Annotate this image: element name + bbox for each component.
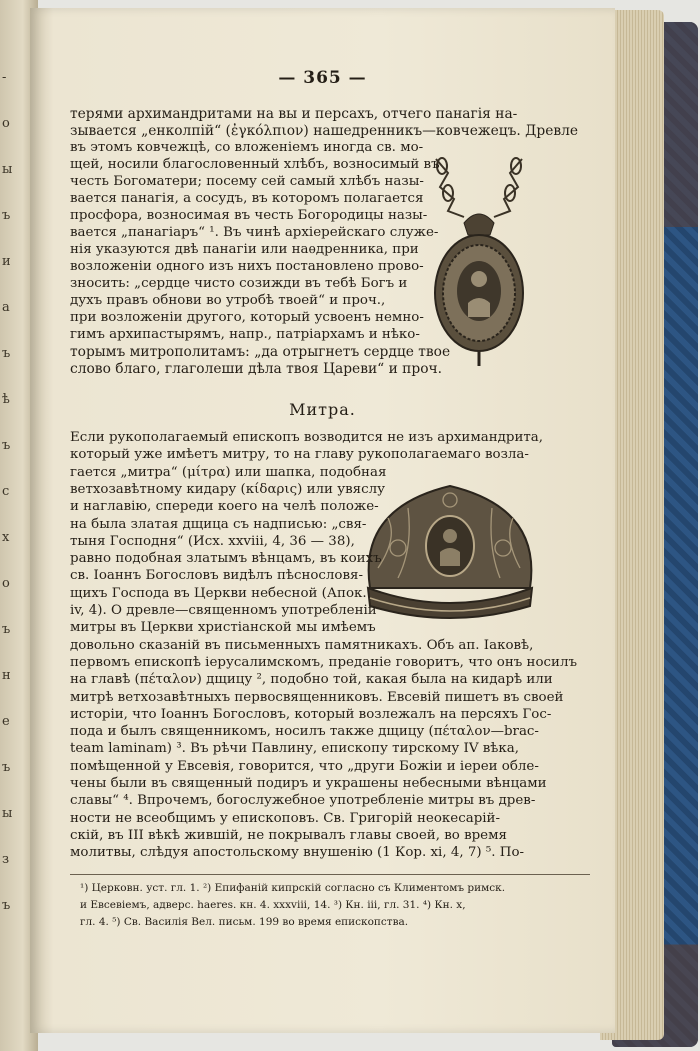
left-page-fragment: и (2, 254, 10, 269)
left-page-fragment: н (2, 668, 10, 683)
panagia-illustration (418, 153, 538, 368)
text-line: тыня Господня“ (Исх. xxviii, 4, 36 — 38), (70, 533, 355, 549)
left-page-fragment: ы (2, 806, 12, 821)
left-page-fragment: ъ (2, 760, 10, 775)
text-line: при возложеніи другого, который усвоенъ немно- (70, 310, 424, 325)
section-heading: Митра. (289, 400, 356, 419)
text-line: славы“ ⁴. Впрочемъ, богослужебное употребленіе митры въ древ- (70, 793, 536, 809)
text-line: чены были въ священный подиръ и украшены небесными вѣнцами (70, 776, 547, 791)
book-page (30, 8, 615, 1033)
footnote: ¹) Церковн. уст. гл. 1. ²) Епифаній кипрскій согласно съ Климентомъ римск. (80, 882, 506, 894)
text-line: iv, 4). О древле—священномъ употребленіи (70, 603, 377, 618)
text-line: который уже имѣетъ митру, то на главу рукополагаемаго возла- (70, 447, 529, 463)
text-line: ветхозавѣтному кидару (κίδαρις) или увяслу (70, 481, 385, 497)
left-page-fragment: з (2, 852, 9, 867)
left-page-fragment: е (2, 714, 9, 729)
left-page-fragment: о (2, 116, 9, 131)
text-line: ности не всеобщимъ у епископовъ. Св. Григорій неокесарій- (70, 810, 500, 826)
text-line: терями архимандритами на вы и персахъ, отчего панагія на- (70, 106, 518, 122)
text-line: вается панагія, а сосудъ, въ которомъ полагается (70, 191, 424, 206)
text-line: на была златая дщица съ надписью: „свя- (70, 516, 367, 532)
text-line: духъ правъ обнови во утробѣ твоей“ и проч., (70, 293, 386, 308)
text-line: торымъ митрополитамъ: „да отрыгнетъ сердце твое (70, 344, 451, 360)
text-line: вается „панагіаръ“ ¹. Въ чинѣ архіерейскаго служе- (70, 225, 439, 240)
text-line: зносить: „сердце чисто созижди въ тебѣ Богъ и (70, 276, 408, 291)
left-page-fragment: - (2, 70, 6, 85)
footnote: и Евсевіемъ, адверс. haeres. кн. 4. xxxviii, 14. ³) Кн. iii, гл. 31. ⁴) Кн. x, (80, 899, 466, 911)
footnote-rule (70, 874, 590, 875)
text-line: слово благо, глаголеши дѣла твоя Цареви“ и проч. (70, 361, 443, 377)
text-line: возложеніи одного изъ нихъ постановлено прово- (70, 259, 424, 274)
text-line: Если рукополагаемый епископъ возводится не изъ архимандрита, (70, 430, 544, 445)
left-page-fragment: с (2, 484, 9, 499)
text-line: молитвы, слѣдуя апостольскому внушенію (1 Кор. xi, 4, 7) ⁵. По- (70, 845, 525, 861)
text-line: щей, носили благословенный хлѣбъ, возносимый въ (70, 157, 440, 172)
text-line: въ этомъ ковчежцѣ, со вложеніемъ иногда св. мо- (70, 140, 424, 155)
mitre-illustration (358, 478, 543, 628)
text-line: исторіи, что Іоаннъ Богословъ, который возлежалъ на персяхъ Гос- (70, 706, 552, 722)
left-page-fragment: ъ (2, 346, 10, 361)
text-line: гимъ архипастырямъ, напр., патріархамъ и нѣко- (70, 327, 420, 342)
left-page-fragment: ъ (2, 622, 10, 637)
text-line: и наглавію, спереди коего на челѣ положе- (70, 499, 379, 515)
left-page-fragment: ѣ (2, 392, 9, 407)
left-page-fragment: х (2, 530, 9, 545)
left-page-fragment: а (2, 300, 9, 315)
left-page-fragment: ъ (2, 208, 10, 223)
page-number: — 365 — (278, 68, 367, 88)
text-line: первомъ епископѣ іерусалимскомъ, преданіе говоритъ, что онъ носилъ (70, 654, 577, 670)
text-line: довольно сказаній въ письменныхъ памятникахъ. Объ ап. Іаковѣ, (70, 637, 534, 653)
text-line: скій, въ III вѣкѣ жившій, не покрывалъ главы своей, во время (70, 827, 507, 843)
text-line: честь Богоматери; посему сей самый хлѣбъ назы- (70, 174, 424, 189)
text-line: на главѣ (πέταλον) дщицу ², подобно той, какая была на кидарѣ или (70, 672, 553, 688)
text-line: помѣщенной у Евсевія, говорится, что „други Божіи и іереи обле- (70, 758, 539, 774)
text-line: щихъ Господа въ Церкви небесной (Апок. (70, 585, 367, 601)
footnote: гл. 4. ⁵) Св. Василія Вел. письм. 199 во время епископства. (80, 916, 409, 928)
text-line: team laminam) ³. Въ рѣчи Павлину, епископу тирскому IV вѣка, (70, 741, 519, 757)
left-page-fragment: ы (2, 162, 12, 177)
left-page-fragment: о (2, 576, 9, 591)
text-line: пода и былъ священникомъ, носилъ также дщицу (πέταλον—brac- (70, 724, 539, 740)
text-line: митрѣ ветхозавѣтныхъ первосвященниковъ. Евсевій пишетъ въ своей (70, 689, 564, 705)
text-line: св. Іоаннъ Богословъ видѣлъ пѣснословя- (70, 568, 364, 584)
text-line: просфора, возносимая въ честь Богородицы назы- (70, 208, 428, 223)
text-line: равно подобная златымъ вѣнцамъ, въ коихъ (70, 551, 382, 567)
text-line: зывается „енколпій“ (ἐγκόλπιον) нашедренникъ—ковчежецъ. Древле (70, 123, 579, 139)
text-line: гается „митра“ (μίτρα) или шапка, подобная (70, 464, 387, 480)
left-page-fragment: ъ (2, 898, 10, 913)
text-line: нія указуются двѣ панагіи или наѳдренника, при (70, 242, 419, 257)
left-page-fragment: ъ (2, 438, 10, 453)
text-line: митры въ Церкви христіанской мы имѣемъ (70, 620, 376, 636)
